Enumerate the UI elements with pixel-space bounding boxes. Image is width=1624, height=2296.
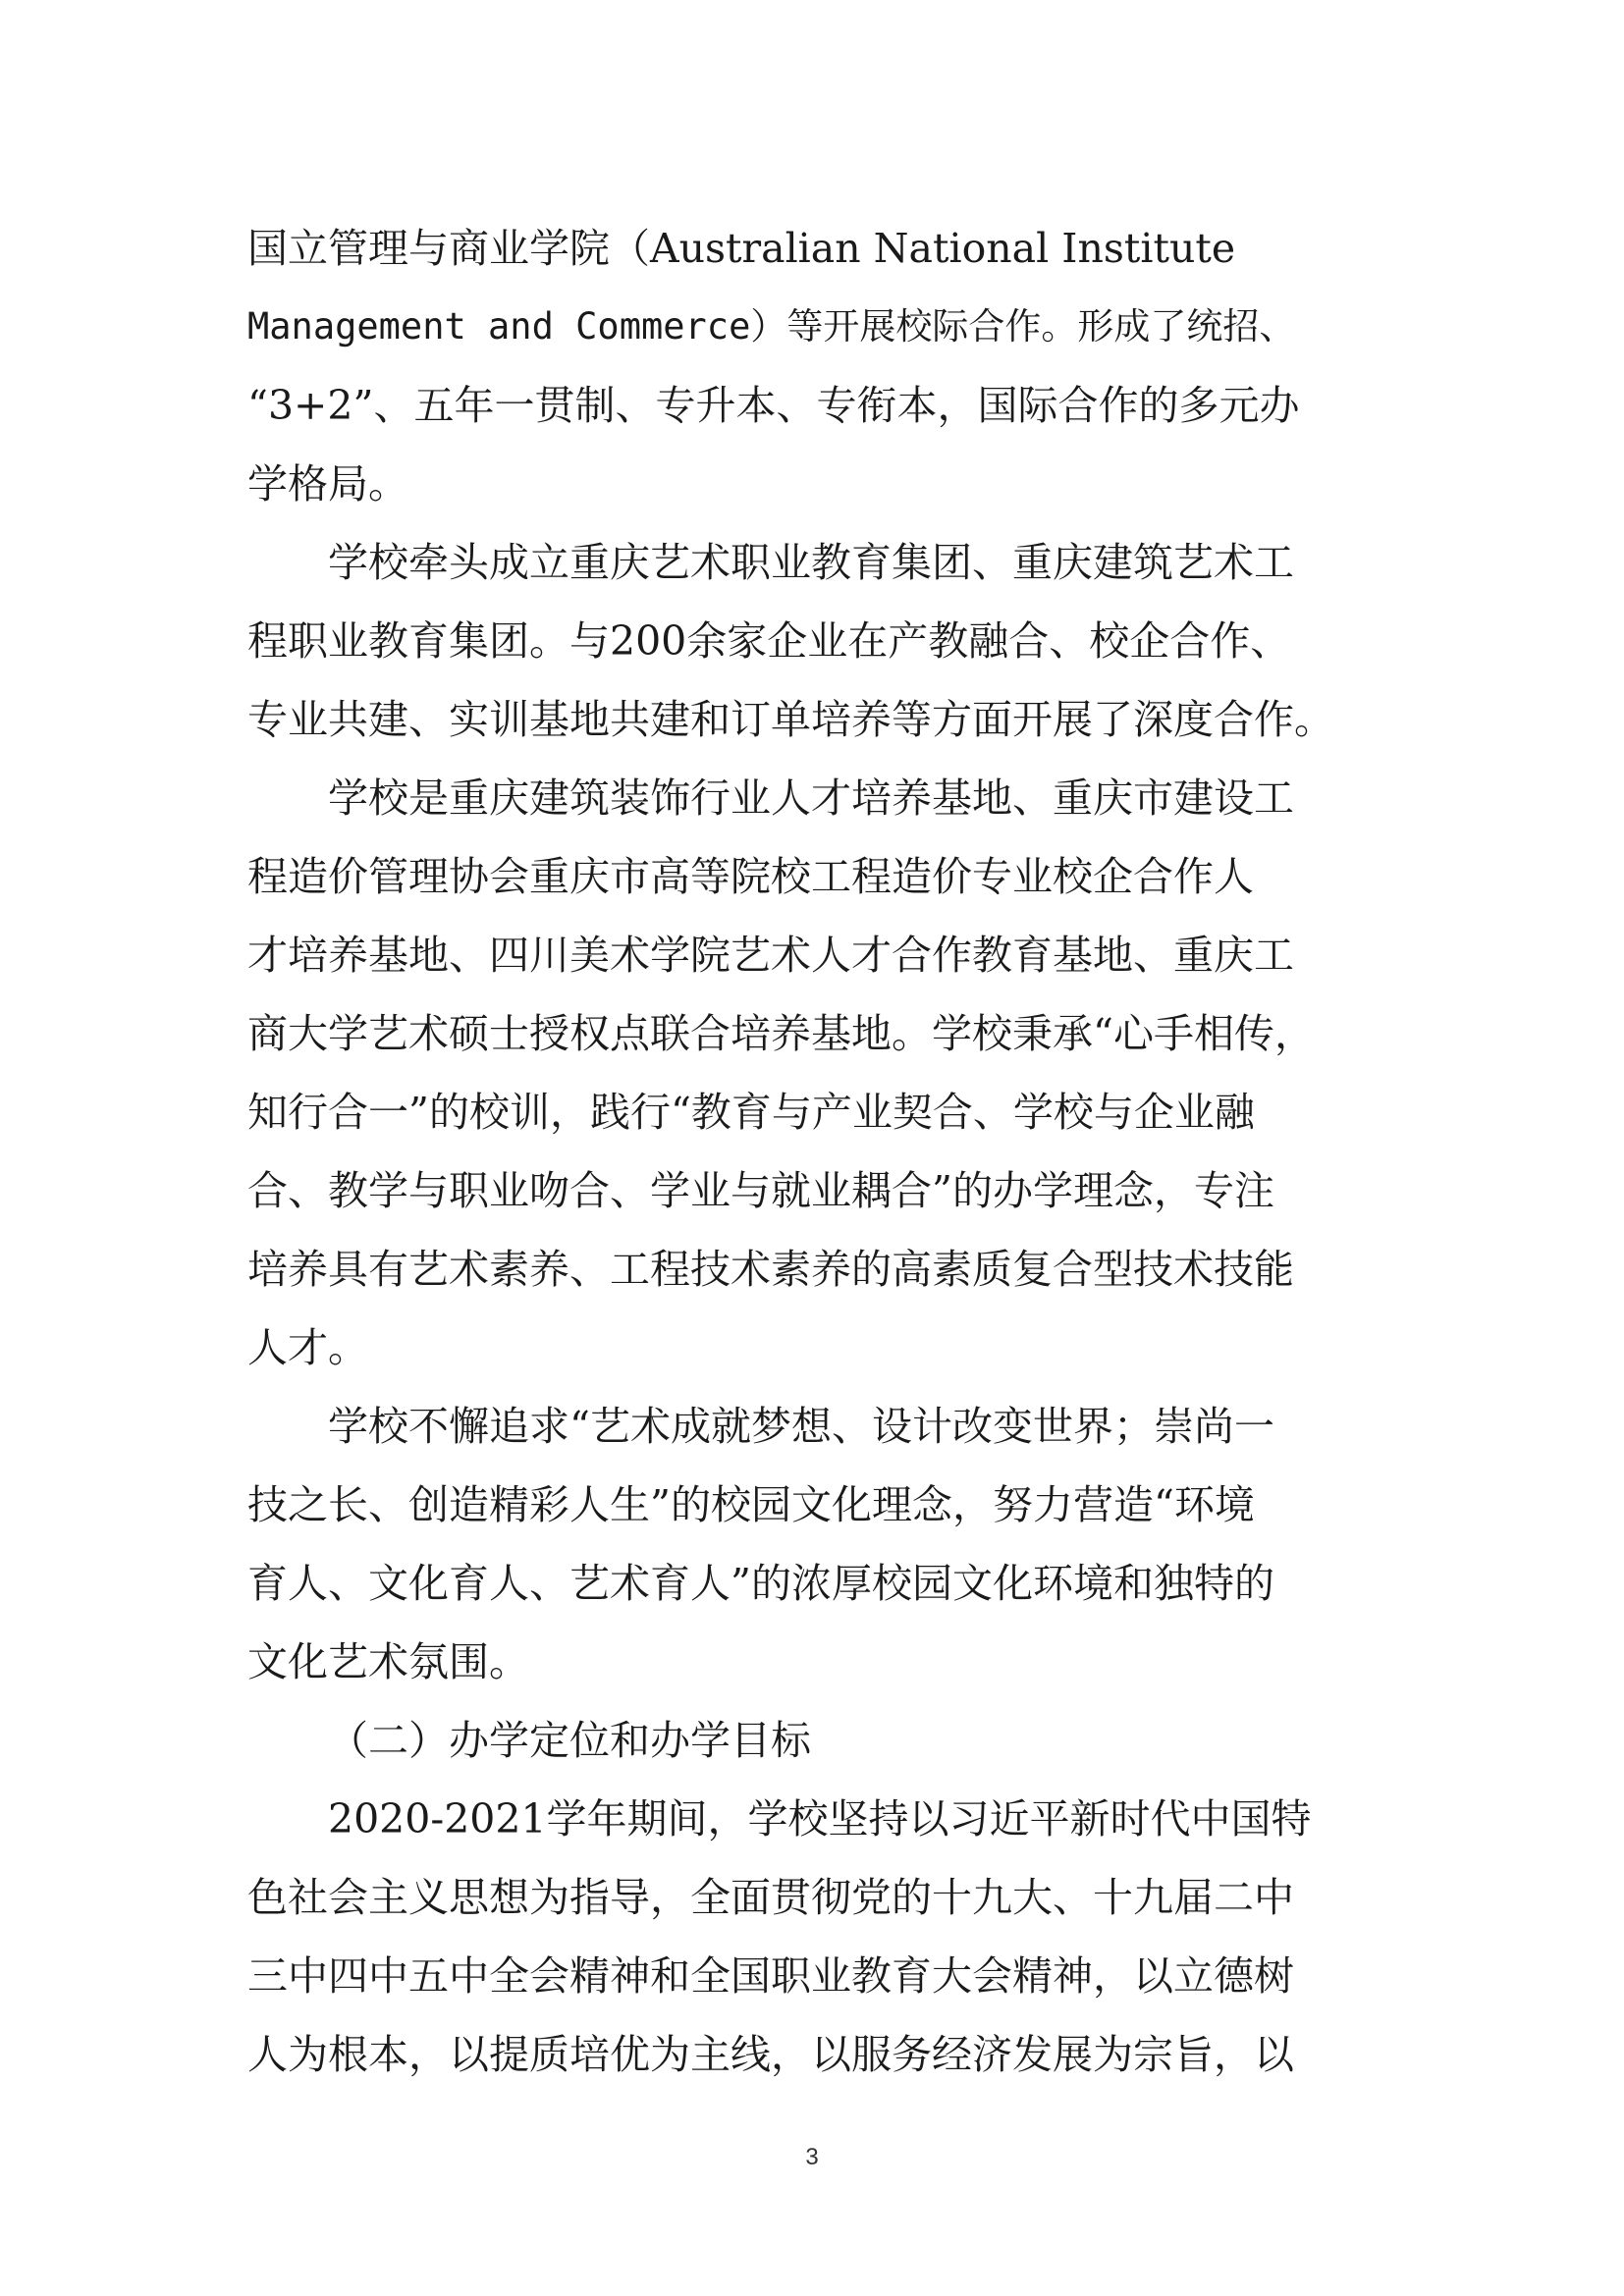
section-heading: （二）办学定位和办学目标 [328, 1717, 811, 1764]
paragraph-first-line: 学校不懈追求“艺术成就梦想、设计改变世界；崇尚一 [328, 1403, 1274, 1450]
paragraph-first-line: 学校牵头成立重庆艺术职业教育集团、重庆建筑艺术工 [328, 539, 1294, 586]
text-line: 色社会主义思想为指导，全面贯彻党的十九大、十九届二中 [247, 1874, 1294, 1921]
text-line: 商大学艺术硕士授权点联合培养基地。学校秉承“心手相传， [247, 1010, 1315, 1057]
text-line: 学格局。 [247, 460, 408, 507]
text-line: 文化艺术氛围。 [247, 1638, 529, 1685]
page-number: 3 [805, 2144, 819, 2170]
text-line: “3+2”、五年一贯制、专升本、专衔本，国际合作的多元办 [247, 382, 1300, 429]
text-line: 知行合一”的校训，践行“教育与产业契合、学校与企业融 [247, 1089, 1255, 1136]
text-line: 程职业教育集团。与200余家企业在产教融合、校企合作、 [247, 617, 1291, 665]
text-line: 三中四中五中全会精神和全国职业教育大会精神，以立德树 [247, 1952, 1294, 2000]
text-line: Management and Commerce）等开展校际合作。形成了统招、 [247, 305, 1296, 347]
paragraph-first-line: 2020-2021学年期间，学校坚持以习近平新时代中国特 [328, 1795, 1312, 1842]
text-line: 人为根本，以提质培优为主线，以服务经济发展为宗旨，以 [247, 2031, 1294, 2078]
text-line: 专业共建、实训基地共建和订单培养等方面开展了深度合作。 [247, 696, 1334, 743]
text-line: 合、教学与职业吻合、学业与就业耦合”的办学理念，专注 [247, 1167, 1274, 1214]
text-line: 国立管理与商业学院（Australian National Institute [247, 225, 1236, 272]
text-line: 育人、文化育人、艺术育人”的浓厚校园文化环境和独特的 [247, 1560, 1274, 1607]
text-line: 程造价管理协会重庆市高等院校工程造价专业校企合作人 [247, 853, 1254, 900]
text-line: 人才。 [247, 1324, 368, 1371]
paragraph-first-line: 学校是重庆建筑装饰行业人才培养基地、重庆市建设工 [328, 774, 1294, 822]
text-line: 才培养基地、四川美术学院艺术人才合作教育基地、重庆工 [247, 932, 1294, 979]
text-line: 培养具有艺术素养、工程技术素养的高素质复合型技术技能 [247, 1246, 1294, 1293]
text-line: 技之长、创造精彩人生”的校园文化理念，努力营造“环境 [247, 1481, 1255, 1528]
